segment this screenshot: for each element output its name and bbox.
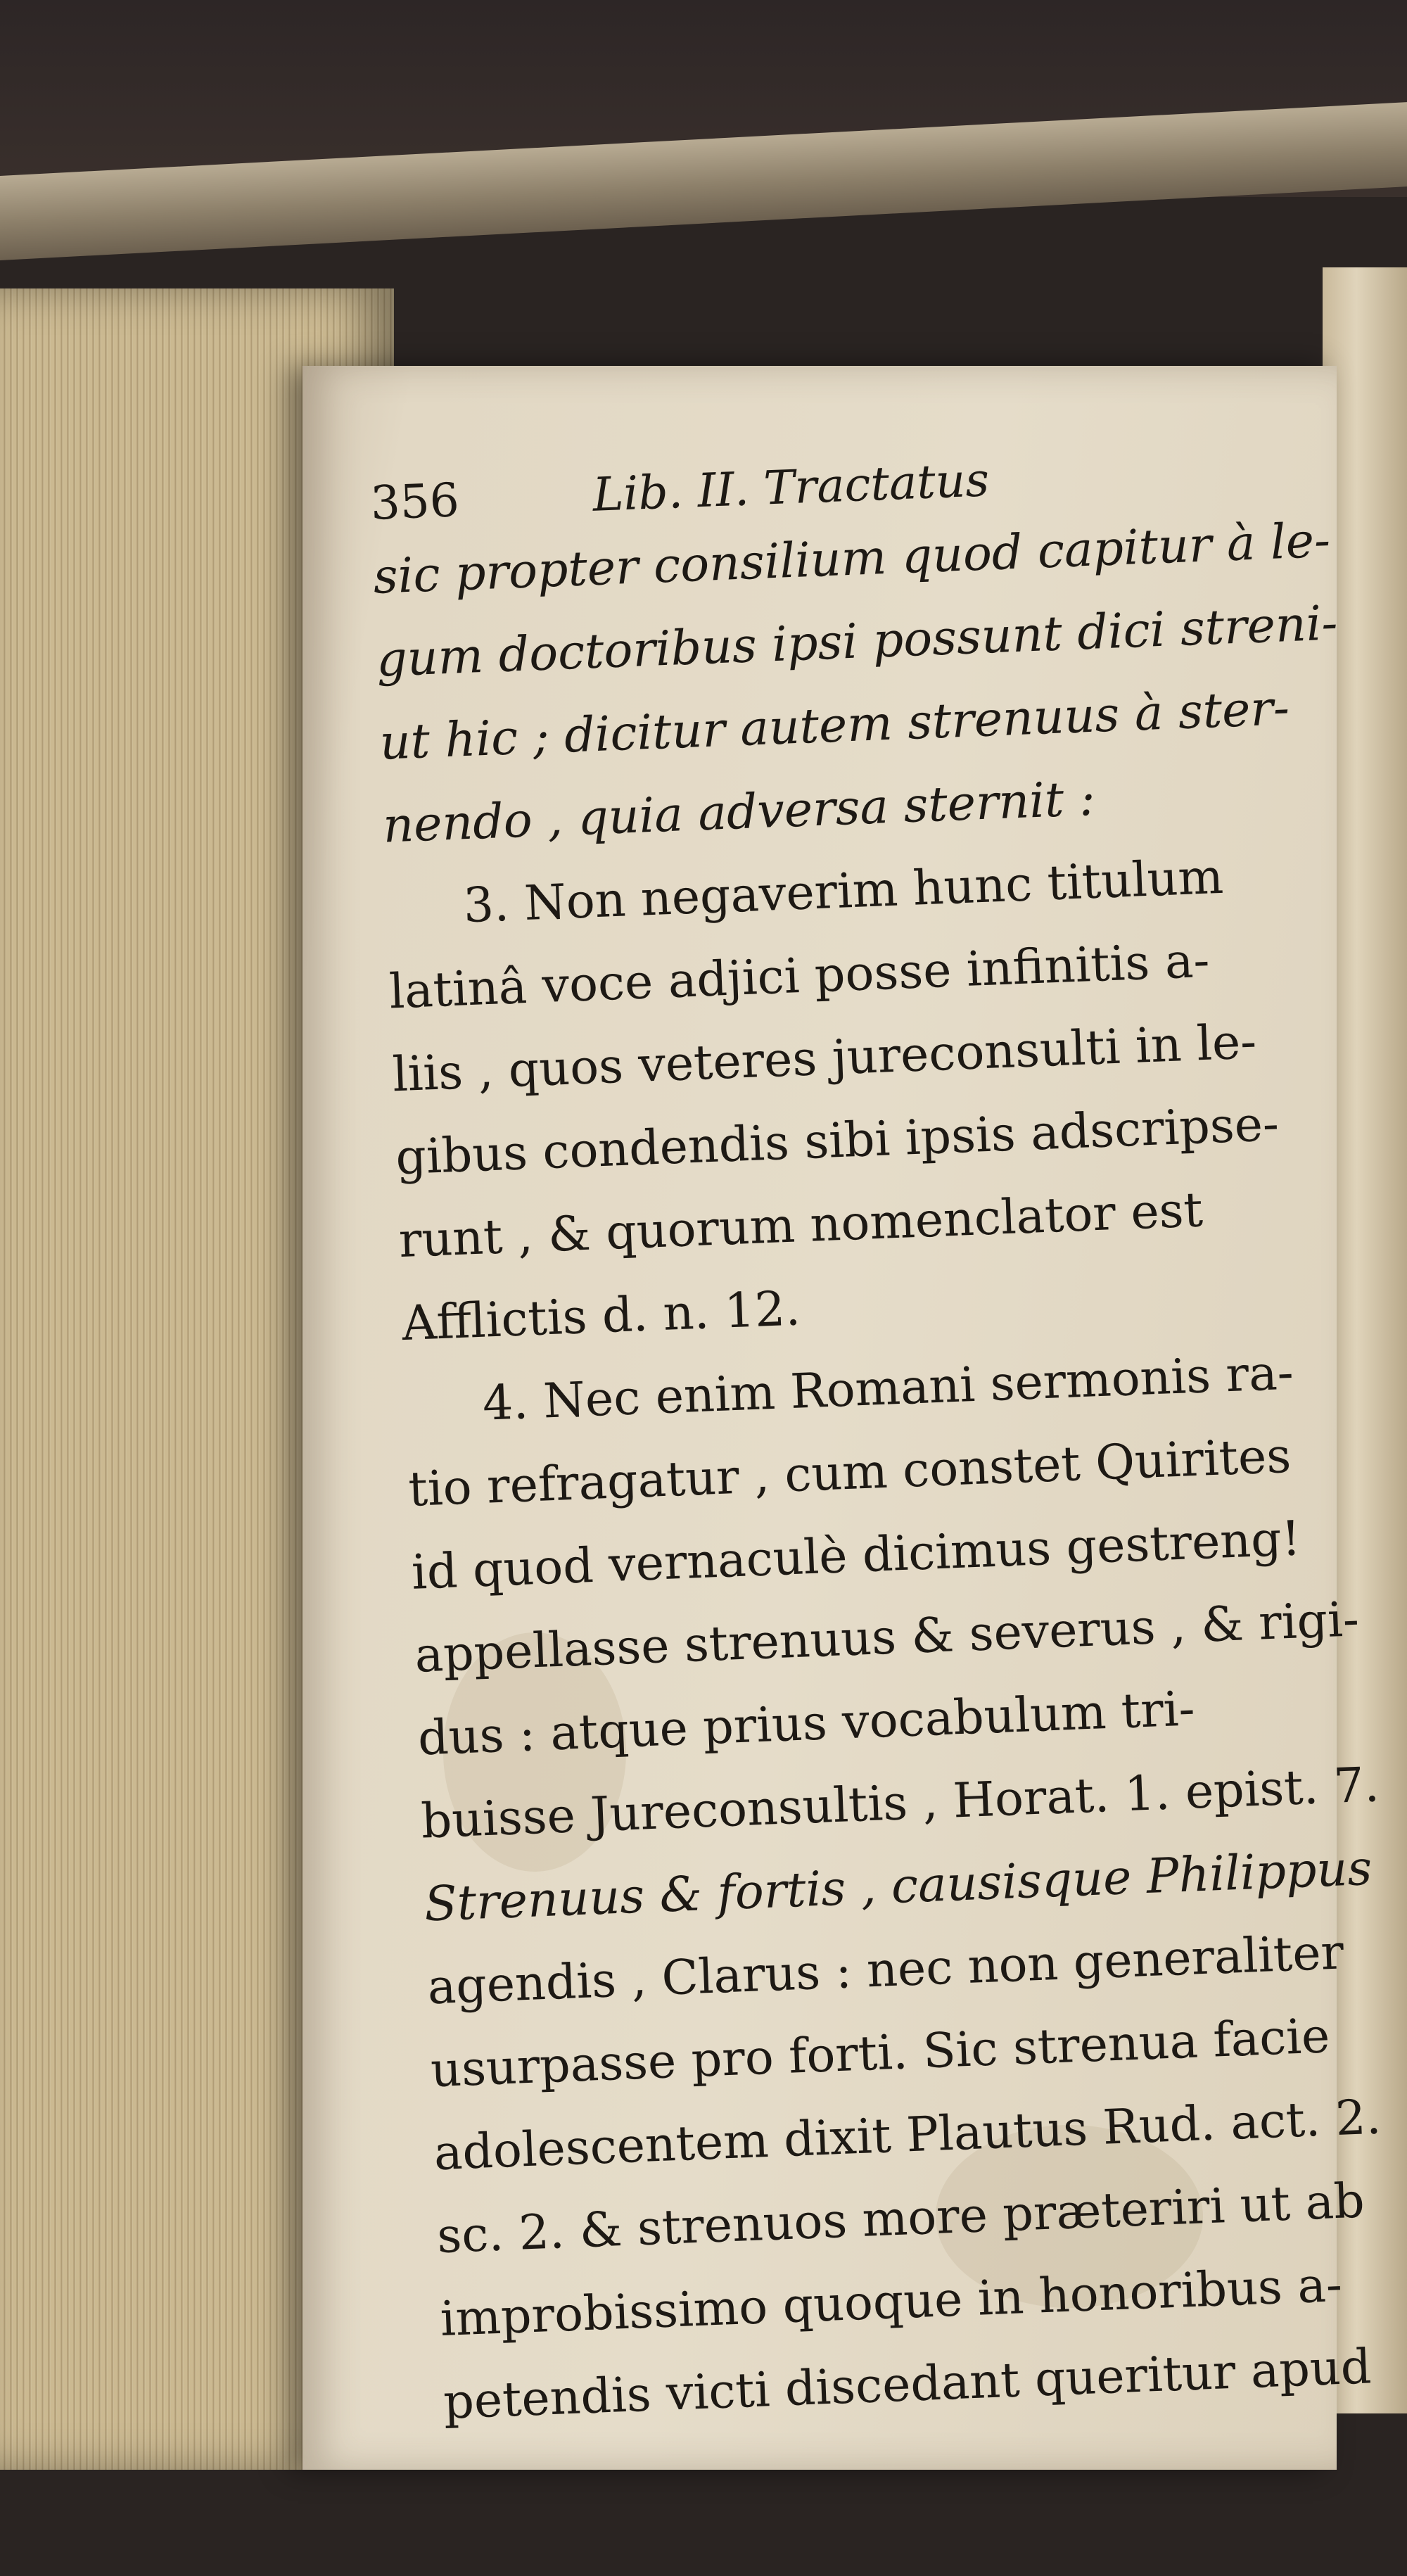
text-line: buisse Jureconsultis , Horat. 1. epist. 7. [420, 1757, 1381, 1850]
book-page [303, 366, 1382, 2470]
text-line: gum doctoribus ipsi possunt dici streni- [375, 595, 1339, 688]
text-line: Afflictis d. n. 12. [401, 1281, 802, 1352]
text-line: nendo , quia adversa sternit : [381, 770, 1097, 854]
page-text [369, 433, 1407, 2444]
page-number: 356 [369, 473, 461, 531]
text-line: improbissimo quoque in honoribus a- [439, 2257, 1344, 2348]
text-line: 4. Nec enim Romani sermonis ra- [481, 1345, 1294, 1432]
text-line: tio refragatur , cum constet Quirites [407, 1428, 1292, 1518]
running-head-title: Lib. II. Tractatus [592, 452, 991, 522]
text-line: petendis victi discedant queritur apud [442, 2339, 1373, 2430]
text-line: 3. Non negaverim hunc titulum [462, 849, 1225, 934]
text-line: dus : atque prius vocabulum tri- [416, 1681, 1196, 1767]
text-line: liis , quos veteres jureconsulti in le- [391, 1014, 1258, 1103]
text-line: gibus condendis sibi ipsis adscripse- [394, 1096, 1280, 1186]
text-line: agendis , Clarus : nec non generaliter [426, 1924, 1345, 2016]
text-line: id quod vernaculè dicimus gestreng! [410, 1511, 1302, 1601]
text-line: sic propter consilium quod capitur à le- [372, 512, 1332, 605]
text-line: Strenuus & fortis , causisque Philippus [423, 1840, 1373, 1933]
text-line: usurpasse pro forti. Sic strenua facie [429, 2008, 1331, 2099]
text-line: adolescentem dixit Plautus Rud. act. 2. [433, 2089, 1382, 2182]
text-line: ut hic ; dicitur autem strenuus à ster- [378, 680, 1291, 771]
text-line: latinâ voce adjici posse infinitis a- [388, 932, 1211, 1020]
text-line: sc. 2. & strenuos more præteriri ut ab [435, 2173, 1366, 2265]
text-line: runt , & quorum nomenclator est [397, 1182, 1204, 1269]
text-line: appellasse strenuus & severus , & rigi- [414, 1592, 1361, 1684]
